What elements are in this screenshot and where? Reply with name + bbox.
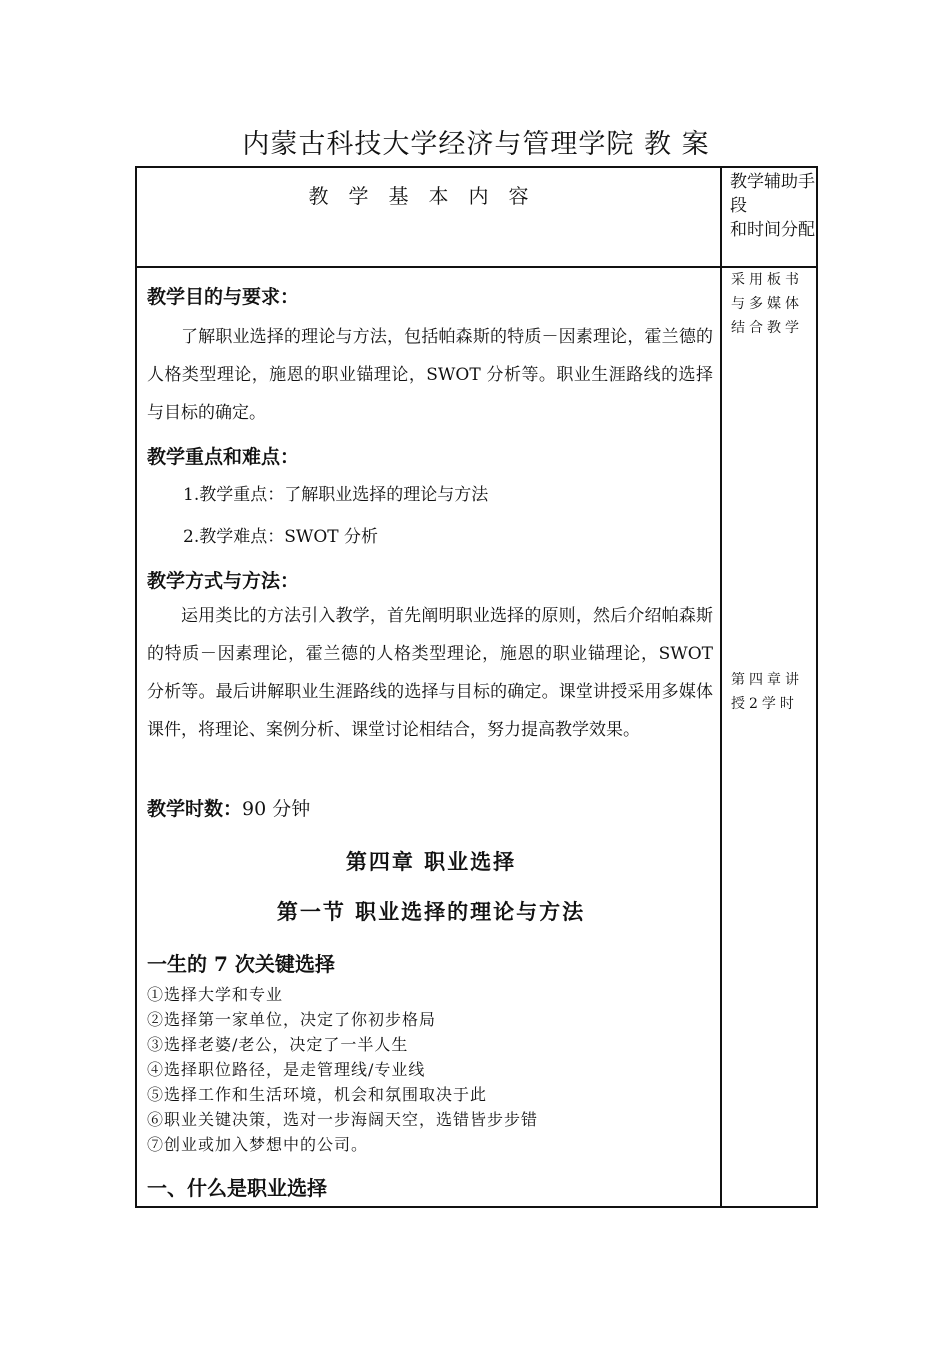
- list-item: ②选择第一家单位，决定了你初步格局: [147, 1010, 437, 1029]
- lesson-plan-table: [135, 166, 818, 1208]
- list-item: ①选择大学和专业: [147, 985, 284, 1004]
- header-side-line-2: 和时间分配: [730, 220, 815, 240]
- methods-heading: 教学方式与方法：: [147, 570, 300, 592]
- key-point-1: 1.教学重点：了解职业选择的理论与方法: [183, 485, 489, 505]
- side-note-1-line-1: 采用板书: [731, 272, 803, 288]
- side-note-2-line-2: 授2学时: [731, 696, 798, 712]
- side-note-hours: [731, 668, 815, 716]
- hours-label: 教学时数：: [147, 798, 243, 820]
- header-main-content: 教学基本内容: [308, 184, 549, 208]
- choices-heading: 一生的 7 次关键选择: [147, 952, 335, 976]
- list-item: ④选择职位路径，是走管理线/专业线: [147, 1060, 426, 1079]
- objectives-heading: 教学目的与要求：: [147, 286, 300, 308]
- header-side-line-1: 教学辅助手段: [730, 172, 815, 216]
- section-title: 第一节 职业选择的理论与方法: [276, 899, 586, 924]
- chapter-title: 第四章 职业选择: [345, 849, 517, 874]
- header-side-column: [730, 170, 816, 242]
- methods-text: 运用类比的方法引入教学，首先阐明职业选择的原则，然后介绍帕森斯的特质－因素理论，霍兰德的人格类型理论，施恩的职业锚理论，SWOT 分析等。最后讲解职业生涯路线的选择与目标的确定。课堂讲授采用多媒体课件，将理论、案例分析、课堂讨论相结合，努力提高教学效果。: [147, 606, 713, 740]
- side-note-2-line-1: 第四章讲: [731, 672, 803, 688]
- subsection-heading: 一、什么是职业选择: [147, 1176, 327, 1200]
- key-points-heading: 教学重点和难点：: [147, 446, 300, 468]
- column-divider: [720, 168, 722, 1206]
- list-item: ⑤选择工作和生活环境，机会和氛围取决于此: [147, 1085, 488, 1104]
- list-item: ③选择老婆/老公，决定了一半人生: [147, 1035, 409, 1054]
- side-note-teaching-method: [731, 268, 815, 340]
- key-point-2: 2.教学难点：SWOT 分析: [183, 527, 379, 547]
- list-item: ⑦创业或加入梦想中的公司。: [147, 1135, 369, 1154]
- hours-value: 90 分钟: [242, 798, 311, 820]
- choices-list: [147, 982, 538, 1157]
- teaching-hours: [147, 794, 310, 821]
- objectives-text: 了解职业选择的理论与方法，包括帕森斯的特质－因素理论，霍兰德的人格类型理论，施恩的职业锚理论，SWOT 分析等。职业生涯路线的选择与目标的确定。: [147, 327, 713, 423]
- document-title: 内蒙古科技大学经济与管理学院 教 案: [242, 129, 710, 160]
- list-item: ⑥职业关键决策，选对一步海阔天空，选错皆步步错: [147, 1110, 539, 1129]
- side-note-1-line-3: 结合教学: [731, 320, 803, 336]
- side-note-1-line-2: 与多媒体: [731, 296, 803, 312]
- header-divider: [137, 266, 816, 268]
